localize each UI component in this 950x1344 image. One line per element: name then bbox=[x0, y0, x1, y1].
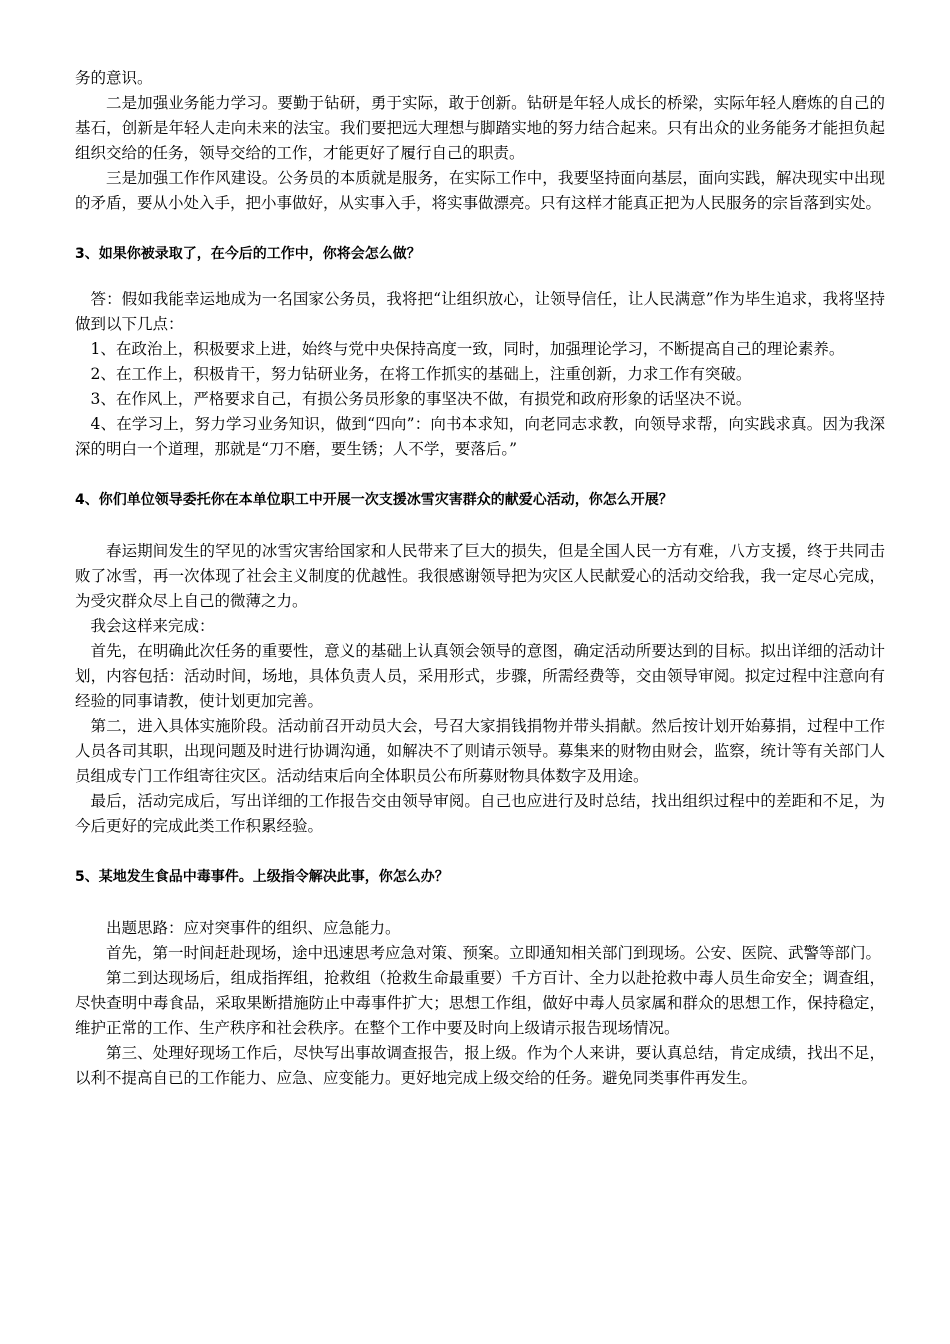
paragraph: 第二到达现场后，组成指挥组，抢救组（抢救生命最重要）千方百计、全力以赴抢救中毒人员生命安全；调查组，尽快查明中毒食品，采取果断措施防止中毒事件扩大；思想工作组，做好中毒人员家属和群众的思想工作，保持稳定，维护正常的工作、生产秩序和社会秩序。在整个工作中要及时向上级请示报告现场情况。 bbox=[75, 969, 885, 1037]
paragraph: 第二，进入具体实施阶段。活动前召开动员大会，号召大家捐钱捐物并带头捐献。然后按计划开始募捐，过程中工作人员各司其职，出现问题及时进行协调沟通，如解决不了则请示领导。募集来的财物由财会，监察，统计等有关部门人员组成专门工作组寄往灾区。活动结束后向全体职员公布所募财物具体数字及用途。 bbox=[75, 717, 885, 785]
question-heading-3: 3、如果你被录取了，在今后的工作中，你将会怎么做？ bbox=[75, 246, 421, 262]
answer-intro: 答：假如我能幸运地成为一名国家公务员，我将把“让组织放心，让领导信任，让人民满意”作为毕生追求，我将坚持做到以下几点： bbox=[75, 290, 885, 333]
list-item: 2、在工作上，积极肯干，努力钻研业务，在将工作抓实的基础上，注重创新，力求工作有突破。 bbox=[90, 365, 752, 383]
question-heading-5: 5、某地发生食品中毒事件。上级指令解决此事，你怎么办？ bbox=[75, 869, 449, 885]
question-heading-4: 4、你们单位领导委托你在本单位职工中开展一次支援冰雪灾害群众的献爱心活动，你怎么开展？ bbox=[75, 492, 673, 508]
list-item: 3、在作风上，严格要求自己，有损公务员形象的事坚决不做，有损党和政府形象的话坚决不说。 bbox=[90, 390, 752, 408]
paragraph: 我会这样来完成： bbox=[90, 617, 215, 635]
paragraph: 务的意识。 bbox=[75, 69, 153, 87]
paragraph: 首先，第一时间赶赴现场，途中迅速思考应急对策、预案。立即通知相关部门到现场。公安、医院、武警等部门。 bbox=[106, 944, 882, 962]
paragraph: 春运期间发生的罕见的冰雪灾害给国家和人民带来了巨大的损失，但是全国人民一方有难，八方支援，终于共同击败了冰雪，再一次体现了社会主义制度的优越性。我很感谢领导把为灾区人民献爱心的活动交给我，我一定尽心完成，为受灾群众尽上自己的微薄之力。 bbox=[75, 542, 885, 610]
paragraph: 第三、处理好现场工作后，尽快写出事故调查报告，报上级。作为个人来讲，要认真总结，肯定成绩，找出不足，以利不提高自已的工作能力、应急、应变能力。更好地完成上级交给的任务。避免同类事件再发生。 bbox=[75, 1044, 885, 1087]
paragraph: 三是加强工作作风建设。公务员的本质就是服务，在实际工作中，我要坚持面向基层，面向实践，解决现实中出现的矛盾，要从小处入手，把小事做好，从实事入手，将实事做漂亮。只有这样才能真正把为人民服务的宗旨落到实处。 bbox=[75, 169, 885, 212]
paragraph: 最后，活动完成后，写出详细的工作报告交由领导审阅。自己也应进行及时总结，找出组织过程中的差距和不足，为今后更好的完成此类工作积累经验。 bbox=[75, 792, 885, 835]
paragraph: 首先，在明确此次任务的重要性，意义的基础上认真领会领导的意图，确定活动所要达到的目标。拟出详细的活动计划，内容包括：活动时间，场地，具体负责人员，采用形式，步骤，所需经费等，交由领导审阅。拟定过程中注意向有经验的同事请教，使计划更加完善。 bbox=[75, 642, 885, 710]
document-page bbox=[75, 66, 885, 1091]
paragraph: 出题思路：应对突事件的组织、应急能力。 bbox=[106, 919, 401, 937]
list-item: 1、在政治上，积极要求上进，始终与党中央保持高度一致，同时，加强理论学习，不断提高自己的理论素养。 bbox=[90, 340, 845, 358]
paragraph: 二是加强业务能力学习。要勤于钻研，勇于实际，敢于创新。钻研是年轻人成长的桥梁，实际年轻人磨炼的自己的基石，创新是年轻人走向未来的法宝。我们要把远大理想与脚踏实地的努力结合起来。只有出众的业务能务才能担负起组织交给的任务，领导交给的工作，才能更好了履行自己的职责。 bbox=[75, 94, 885, 162]
list-item: 4、在学习上，努力学习业务知识，做到“四向”：向书本求知，向老同志求教，向领导求帮，向实践求真。因为我深深的明白一个道理，那就是“刀不磨，要生锈；人不学，要落后。” bbox=[75, 415, 885, 458]
